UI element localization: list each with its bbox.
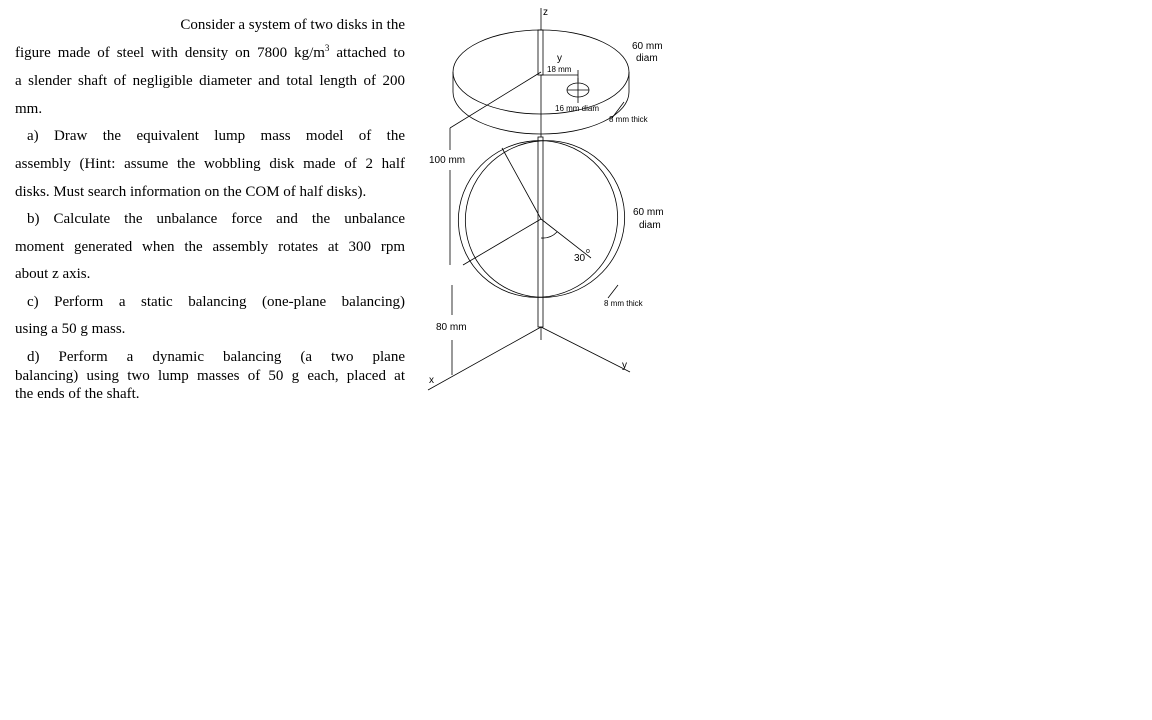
- intro-line-3: a slender shaft of negligible diameter and total length of 200: [15, 73, 405, 89]
- part-b-line-2: moment generated when the assembly rotates at 300 rpm: [15, 239, 405, 255]
- dim-80-label: 80 mm: [436, 322, 467, 333]
- dim-18-label: 18 mm: [547, 65, 572, 74]
- part-d-line-3: the ends of the shaft.: [15, 386, 140, 402]
- figure-svg: [420, 0, 680, 405]
- angle-label: 30: [574, 253, 586, 264]
- bottom-disk-radius-1: [502, 148, 541, 219]
- part-b-line-1: b) Calculate the unbalance force and the unbalance: [27, 211, 405, 227]
- disk-assembly-figure: [420, 0, 680, 405]
- top-disk-radius: [450, 72, 541, 128]
- part-c-line-2: using a 50 g mass.: [15, 321, 126, 337]
- bottom-diam-label-2: diam: [639, 220, 661, 231]
- bottom-disk-back: [440, 114, 651, 323]
- top-diam-label-1: 60 mm: [632, 41, 663, 52]
- y-top-label: y: [557, 53, 562, 64]
- hole-diam-label: 16 mm diam: [555, 104, 600, 113]
- part-d-line-1: d) Perform a dynamic balancing (a two plane: [27, 349, 405, 365]
- intro-superscript: 3: [324, 43, 330, 53]
- intro-line-2-b: attached to: [329, 45, 405, 61]
- bottom-disk-radius-2: [463, 219, 541, 265]
- x-axis-label: x: [429, 375, 434, 386]
- top-thick-label: 8 mm thick: [609, 115, 648, 124]
- z-axis-label: z: [543, 7, 548, 18]
- bottom-thick-label: 8 mm thick: [604, 299, 643, 308]
- part-a-line-1: a) Draw the equivalent lump mass model of the: [27, 128, 405, 144]
- intro-line-2-a: figure made of steel with density on 7800 kg/m: [15, 45, 325, 61]
- y-axis-label: y: [622, 360, 627, 371]
- dim-100-label: 100 mm: [429, 155, 466, 166]
- top-diam-label-2: diam: [636, 53, 658, 64]
- intro-line-2: [15, 44, 405, 62]
- angle-arc: [541, 232, 557, 238]
- bottom-diam-label-1: 60 mm: [633, 207, 664, 218]
- shaft-top: [538, 30, 543, 75]
- part-a-line-3: disks. Must search information on the COM of half disks).: [15, 184, 367, 200]
- part-c-line-1: c) Perform a static balancing (one-plane balancing): [27, 294, 405, 310]
- part-b-line-3: about z axis.: [15, 266, 91, 282]
- intro-line-1: Consider a system of two disks in the: [180, 17, 405, 33]
- x-axis-line: [428, 327, 541, 390]
- intro-line-4: mm.: [15, 101, 43, 117]
- part-d-line-2: balancing) using two lump masses of 50 g each, placed at: [15, 368, 405, 384]
- bottom-thick-leader: [608, 285, 618, 298]
- y-axis-line: [541, 327, 630, 372]
- shaft-middle: [538, 137, 543, 327]
- part-a-line-2: assembly (Hint: assume the wobbling disk made of 2 half: [15, 156, 405, 172]
- angle-degree: o: [586, 248, 590, 255]
